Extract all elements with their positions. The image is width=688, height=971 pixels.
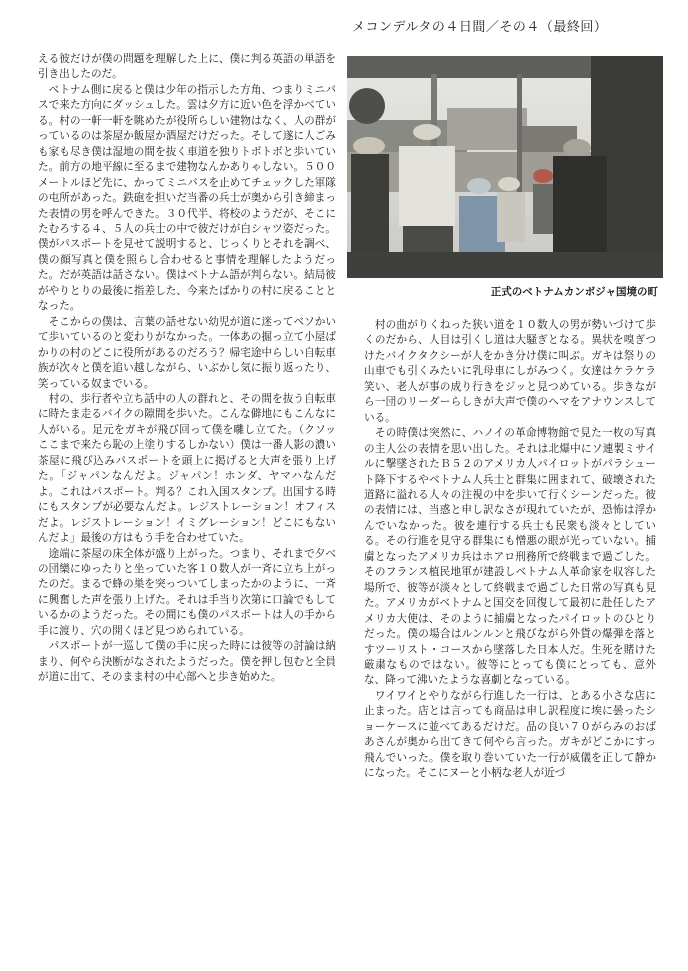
paragraph: 村の曲がりくねった狭い道を１０数人の男が勢いづけて歩くのだから、人目は引くし道は大騒ぎとなる。異状を嗅ぎつけたバイクタクシーが人をかき分け僕に叫ぶ。ガキは祭りの山車でも引くみたいに乳母車にしがみつく。女達はケラケラ笑い、老人が事の成り行きをジッと見つめている。歩きながら一団のリーダーらしきが大声で僕のヘマをアナウンスしている。 bbox=[364, 319, 656, 424]
paragraph: 村の、歩行者や立ち話中の人の群れと、その間を抜う自転車に時たま走るバイクの隙間を歩いた。こんな僻地にもこんなに人がいる。足元をガキが飛び回って僕を囃し立てた。（クソッここまで来たら恥の上塗りするしかない）僕は一番人影の濃い茶屋に飛び込みパスポートを頭上に掲げると大声を張り上げた。「ジャパンなんだよ。ジャパン！ホンダ、ヤマハなんだよ。これはパスポート。判る？これ入国スタンプ。出国する時にもスタンプが必要なんだよ。レジストレーション！オフィスだよ。レジストレーション！イミグレーション！どこにもないんだよ」最後の方はもう手を合わせていた。 bbox=[38, 392, 336, 545]
paragraph: 途端に茶屋の床全体が盛り上がった。つまり、それまで夕べの団欒にゆったりと坐っていた客１０数人が一斉に立ち上がったのだ。まるで蜂の巣を突っついてしまったかのように、一斉に興奮した声を張り上げた。それは手当り次第に口論でもしているかのようだった。その間にも僕のパスポートは人の手から手に渡り、穴の開くほど見つめられている。 bbox=[38, 547, 336, 637]
paragraph: その時僕は突然に、ハノイの革命博物館で見た一枚の写真の主人公の表情を思い出した。それは北爆中にソ連製ミサイルに撃墜されたＢ５２のアメリカ人パイロットがパラシュート降下するやベトナム人兵士と群集に囲まれて、破壊された道路に溢れる人々の注視の中を歩いて行くシーンだった。彼の表情には、当惑と申し訳なさが現れていたが、恐怖は浮かんでいなかった。彼を連行する兵士も民衆も淡々としている。その行進を見守る群集にも憎悪の眼が光っていない。捕虜となったアメリカ兵はホアロ刑務所で終戦まで過ごした。そのフランス植民地軍が建設しベトナム人革命家を収容した場所で、彼等が淡々として終戦まで過ごした日常の写真も見た。アメリカがベトナムと国交を回復して最初に赴任したアメリカ大使は、そのように捕虜となったパイロットのひとりだった。僕の場合はルンルンと飛びながら外貨の爆弾を落とすツーリスト・コースから墜落した日本人だ。生死を賭けた厳粛なものではない。彼等にとっても僕にとっても、意外な、降って沸いたような喜劇となっている。 bbox=[364, 427, 656, 687]
photo-illustration bbox=[347, 56, 663, 278]
border-town-photo bbox=[347, 56, 663, 278]
page-header: メコンデルタの４日間／その４（最終回） bbox=[352, 20, 608, 35]
paragraph: える彼だけが僕の問題を理解した上に、僕に判る英語の単語を引き出したのだ。 bbox=[38, 53, 336, 81]
paragraph: パスポートが一巡して僕の手に戻った時には彼等の討論は納まり、何やら決断がなされたようだった。僕を押し包むと全員が道に出て、そのまま村の中心部へと歩き始めた。 bbox=[38, 640, 336, 684]
right-column bbox=[364, 318, 656, 782]
paragraph: そこからの僕は、言葉の話せない幼児が道に迷ってベソかいて歩いているのと変わりがなかった。一体あの掘っ立て小屋ばかりの村のどこに役所があるのだろう？帰宅途中らしい自転車族が次々と僕を追い越しながら、いぶかし気に振り返ったり、笑っている奴までいる。 bbox=[38, 315, 336, 390]
paragraph: ワイワイとやりながら行進した一行は、とある小さな店に止まった。店とは言っても商品は申し訳程度に埃に曇ったショーケースに並べてあるだけだ。品の良い７０がらみのおばあさんが奥から出てきて何やら言った。ガキがどこかにすっ飛んでいった。僕を取り巻いていた一行が威儀を正して静かになった。そこにヌーと小柄な老人が近づ bbox=[364, 689, 656, 780]
photo-caption: 正式のベトナムカンボジャ国境の町 bbox=[490, 286, 658, 298]
left-column bbox=[38, 52, 336, 686]
paragraph: ベトナム側に戻ると僕は少年の指示した方角、つまりミニバスで来た方向にダッシュした。雲は夕方に近い色を浮かべている。村の一軒一軒を眺めたが役所らしい建物はなく、人の群がっているのは茶屋か飯屋か酒屋だけだった。そして遂に人ごみも家も尽き僕は湿地の間を抜く車道を独りトボトボと歩いていた。前方の地平線に至るまで建物なんかありゃしない。５００メートルほど先に、かってミニバスを止めてチェックした軍隊の屯所があった。鉄砲を担いだ当番の兵士が奥から引き締まった表情の男を呼んできた。３０代半、将校のようだが、そこにたむろする４、５人の兵士の中で彼だけが白シャツ姿だった。僕がパスポートを見せて説明すると、じっくりとそれを調べ、僕の顔写真と僕を照らし合わせると事情を理解したようだった。だが英語は話さない。僕はベトナム語が判らない。結局彼がやりとりの最後に指差した、今来たばかりの村に戻ることとなった。 bbox=[38, 83, 336, 313]
